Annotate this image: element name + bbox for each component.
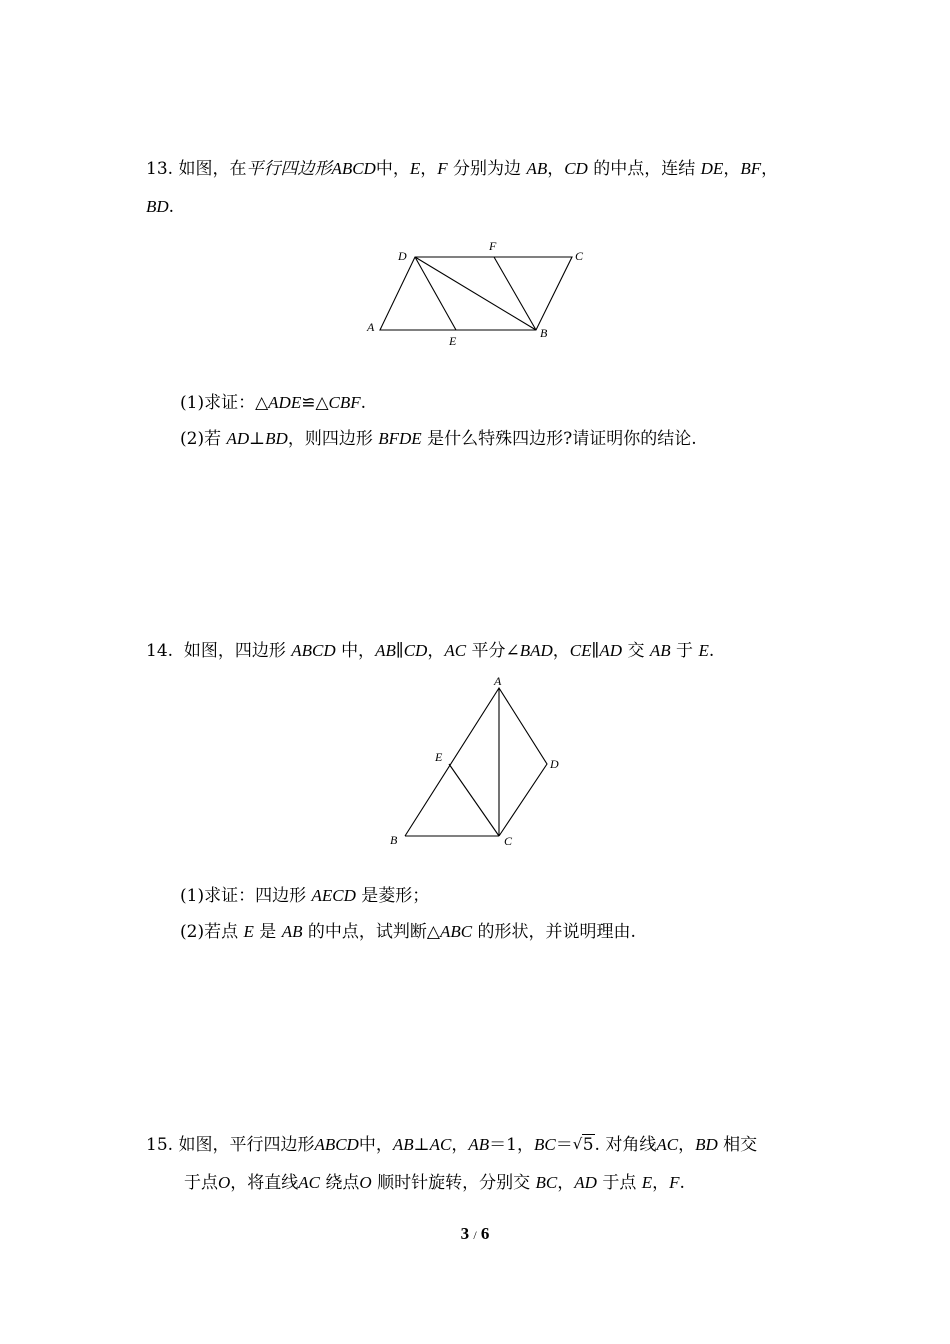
label-c: C <box>504 834 513 848</box>
q15-line1: 15. 如图，平行四边形ABCD中，AB⊥AC，AB＝1，BC＝ √ 5. 对角线AC，BD 相交 <box>146 1135 758 1155</box>
q14-figure <box>380 674 580 854</box>
question-number: 13. <box>146 159 174 179</box>
q15-line2: 于点O，将直线AC 绕点O 顺时针旋转，分别交 BC，AD 于点 E，F. <box>184 1173 685 1193</box>
q13-line2: BD. <box>146 197 175 217</box>
q14-part2: (2)若点 E 是 AB 的中点，试判断△ABC 的形状，并说明理由. <box>180 922 636 942</box>
q13-figure <box>360 236 600 351</box>
page-number: 3 / 6 <box>460 1224 490 1243</box>
q13-part1: (1)求证：△ADE≌△CBF. <box>180 393 367 413</box>
q13-part2: (2)若 AD⊥BD，则四边形 BFDE 是什么特殊四边形?请证明你的结论. <box>180 429 697 449</box>
label-a: A <box>367 320 375 334</box>
q14-part1: (1)求证：四边形 AECD 是菱形； <box>180 886 430 906</box>
label-b: B <box>540 326 548 340</box>
label-b: B <box>390 833 398 847</box>
segment-bf <box>494 257 536 330</box>
question-number: 15. <box>146 1135 174 1155</box>
segment-de <box>415 257 456 330</box>
label-f: F <box>489 239 497 253</box>
segment-b-a-d-c <box>405 688 547 836</box>
label-c: C <box>575 249 584 263</box>
label-e: E <box>435 750 443 764</box>
segment-ec <box>449 764 499 836</box>
segment-bd <box>415 257 536 330</box>
question-number: 14. <box>146 641 174 661</box>
sqrt-five: √ 5 <box>572 1135 594 1155</box>
label-a: A <box>494 674 502 688</box>
q13-line1: 13. 如图，在平行四边形ABCD中，E，F 分别为边 AB，CD 的中点，连结 DE，BF， <box>146 159 779 179</box>
q14-line1: 14. 如图，四边形 ABCD 中，AB∥CD，AC 平分∠BAD，CE∥AD 交 AB 于 E. <box>146 641 715 661</box>
label-d: D <box>398 249 407 263</box>
label-e: E <box>449 334 457 348</box>
label-d: D <box>550 757 559 771</box>
